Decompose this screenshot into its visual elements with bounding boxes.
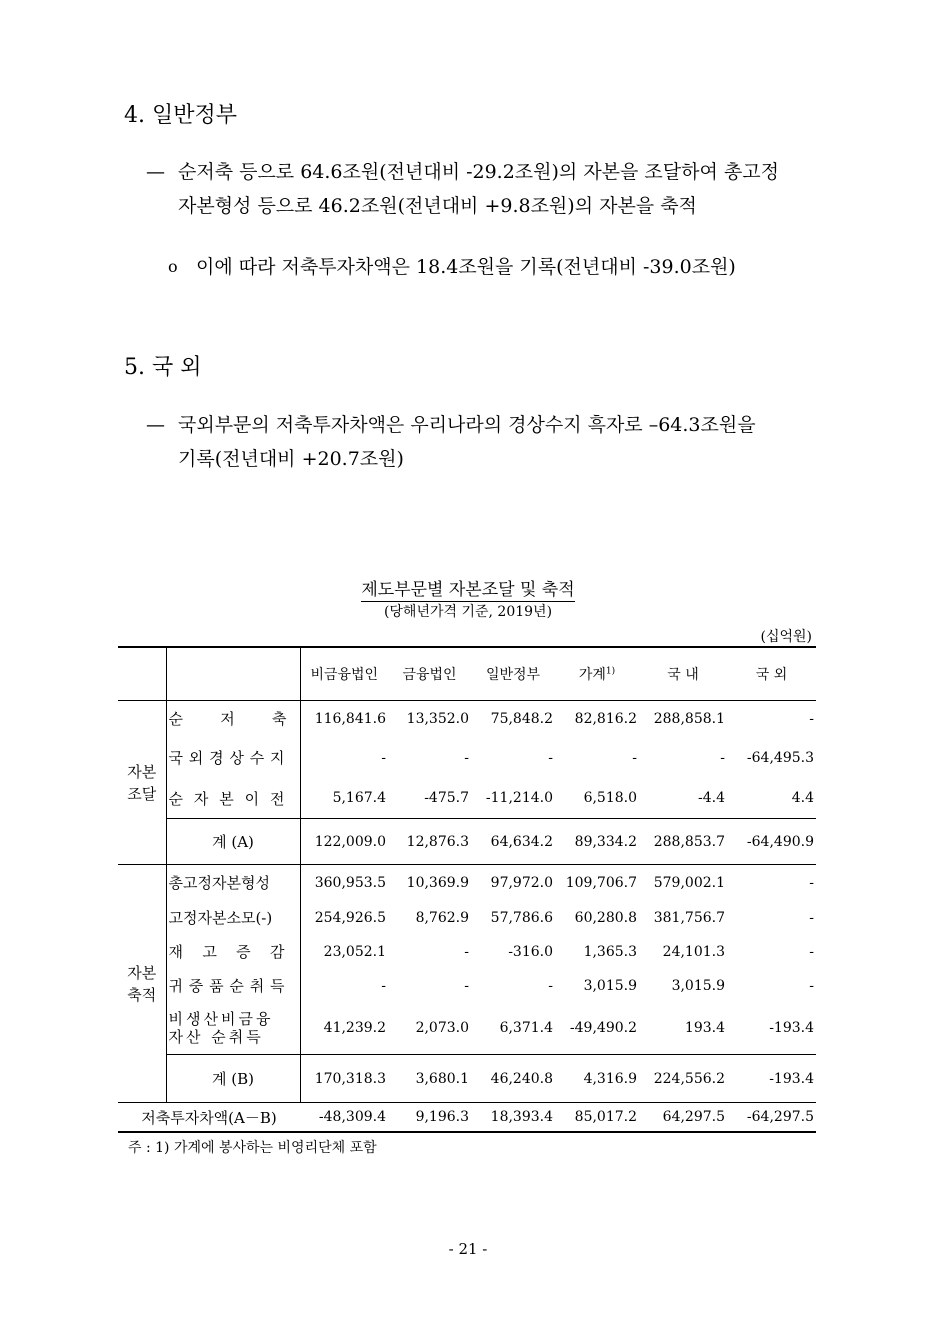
- table-cell: -: [464, 977, 469, 994]
- table-cell: 3,015.9: [671, 977, 725, 994]
- table-row: [118, 969, 816, 1003]
- row-label: 총고정자본형성: [166, 865, 300, 901]
- table-cell: -: [548, 977, 553, 994]
- table-cell: 97,972.0: [490, 874, 553, 891]
- table-row: [118, 935, 816, 969]
- paragraph-text: [178, 155, 868, 223]
- table-cell: 4.4: [791, 790, 814, 807]
- table-cell: 4,316.9: [555, 1055, 639, 1103]
- table-row-sum-b: [118, 1055, 816, 1103]
- table-cell: -64,297.5: [727, 1103, 816, 1133]
- paragraph-line: 순저축 등으로 64.6조원(전년대비 -29.2조원)의 자본을 조달하여 총고정: [178, 161, 779, 183]
- bullet-mark: o: [168, 257, 178, 276]
- table-cell: -: [300, 737, 388, 779]
- row-label: 재 고 증 감: [166, 935, 300, 969]
- table-cell: 64,634.2: [471, 819, 555, 865]
- table-cell: -: [464, 749, 469, 766]
- table-title: 제도부문별 자본조달 및 축적: [361, 580, 575, 600]
- table-cell: -193.4: [769, 1020, 814, 1037]
- table-cell: 116,841.6: [300, 701, 388, 737]
- header-cell: 국 내: [639, 647, 727, 701]
- table-cell: 288,858.1: [653, 710, 725, 727]
- table-cell: 193.4: [684, 1020, 725, 1037]
- row-label: 비생산비금융 자산 순취득: [166, 1003, 300, 1055]
- table-cell: 2,073.0: [415, 1020, 469, 1037]
- table-cell: 170,318.3: [300, 1055, 388, 1103]
- table-cell: -11,214.0: [485, 790, 553, 807]
- row-label: 귀 중 품 순 취 득: [166, 969, 300, 1003]
- group-label-funding: 자본 조달: [127, 762, 157, 803]
- table-unit: (십억원): [760, 629, 812, 645]
- table-header-row: [118, 647, 816, 701]
- table-subtitle: (당해년가격 기준, 2019년): [383, 604, 553, 620]
- table-cell: 85,017.2: [555, 1103, 639, 1133]
- table-cell: 6,518.0: [583, 790, 637, 807]
- table-cell: -316.0: [508, 943, 553, 960]
- table-cell: 109,706.7: [565, 874, 637, 891]
- table-cell: 24,101.3: [662, 943, 725, 960]
- group-label-accumulation: 자본 축적: [118, 865, 166, 1103]
- table-cell: -: [809, 909, 814, 926]
- table-cell: 122,009.0: [300, 819, 388, 865]
- header-empty: [118, 647, 166, 701]
- table-cell: 60,280.8: [574, 909, 637, 926]
- table-cell: -: [720, 749, 725, 766]
- row-label: 국 외 경 상 수 지: [166, 737, 300, 779]
- table-cell: 57,786.6: [490, 909, 553, 926]
- section-4-heading: 4. 일반정부: [124, 103, 237, 128]
- table-cell: 381,756.7: [653, 909, 725, 926]
- table-cell: -193.4: [727, 1055, 816, 1103]
- table-cell: 360,953.5: [300, 865, 388, 901]
- table-row: [118, 1003, 816, 1055]
- table-cell: -: [464, 943, 469, 960]
- header-empty: [166, 647, 300, 701]
- table-row: [118, 701, 816, 737]
- table-cell: 46,240.8: [471, 1055, 555, 1103]
- section-4-bullet: [0, 250, 936, 284]
- table-cell: -64,495.3: [746, 749, 814, 766]
- table-row: [118, 737, 816, 779]
- bullet-text: 이에 따라 저축투자차액은 18.4조원을 기록(전년대비 -39.0조원): [196, 256, 736, 278]
- row-label: 순 자 본 이 전: [166, 779, 300, 819]
- table-cell: -4.4: [698, 790, 725, 807]
- header-cell: 금융법인: [388, 647, 471, 701]
- table-cell: 224,556.2: [639, 1055, 727, 1103]
- table-cell: 89,334.2: [555, 819, 639, 865]
- table-cell: 579,002.1: [653, 874, 725, 891]
- table-row-sum-a: [118, 819, 816, 865]
- table-cell: 12,876.3: [388, 819, 471, 865]
- table-cell: -48,309.4: [300, 1103, 388, 1133]
- table-row: [118, 901, 816, 935]
- table-row: [118, 779, 816, 819]
- table-cell: 64,297.5: [639, 1103, 727, 1133]
- table-footnote: 주 : 1) 가계에 봉사하는 비영리단체 포함: [128, 1140, 377, 1156]
- table-cell: -475.7: [424, 790, 469, 807]
- table-cell: 82,816.2: [574, 710, 637, 727]
- table-cell: -: [632, 749, 637, 766]
- section-4-paragraph: [0, 155, 936, 225]
- table-cell: -49,490.2: [569, 1020, 637, 1037]
- footnote-mark: 1): [605, 666, 616, 677]
- header-cell: 비금융법인: [300, 647, 388, 701]
- table-cell: 288,853.7: [639, 819, 727, 865]
- table-cell: 5,167.4: [300, 779, 388, 819]
- page-number: - 21 -: [448, 1240, 488, 1258]
- header-cell: 국 외: [727, 647, 816, 701]
- row-label: 계 (A): [166, 819, 300, 865]
- row-label: 고정자본소모(-): [166, 901, 300, 935]
- table-cell: 8,762.9: [415, 909, 469, 926]
- header-cell: 일반정부: [471, 647, 555, 701]
- table-cell: 3,680.1: [388, 1055, 471, 1103]
- table-cell: 9,196.3: [388, 1103, 471, 1133]
- table-cell: 254,926.5: [300, 901, 388, 935]
- table-cell: 75,848.2: [490, 710, 553, 727]
- table-cell: 3,015.9: [583, 977, 637, 994]
- table-cell: 10,369.9: [406, 874, 469, 891]
- paragraph-line: 자본형성 등으로 46.2조원(전년대비 +9.8조원)의 자본을 축적: [178, 195, 697, 217]
- table-cell: 1,365.3: [583, 943, 637, 960]
- header-cell: 가계$^{1)}$: [555, 647, 639, 701]
- table-row: [118, 865, 816, 901]
- paragraph-text: [178, 408, 868, 476]
- table-cell: -: [809, 710, 814, 727]
- table-cell: -: [300, 969, 388, 1003]
- section-5-paragraph: [0, 408, 936, 478]
- table-cell: -: [809, 874, 814, 891]
- dash-mark: —: [146, 414, 165, 436]
- table-cell: 13,352.0: [406, 710, 469, 727]
- table-cell: 18,393.4: [471, 1103, 555, 1133]
- capital-table: [118, 646, 816, 1133]
- section-5-heading: 5. 국 외: [124, 355, 202, 380]
- table-cell: 23,052.1: [300, 935, 388, 969]
- dash-mark: —: [146, 161, 165, 183]
- paragraph-line: 기록(전년대비 +20.7조원): [178, 448, 404, 470]
- table-cell: 41,239.2: [300, 1003, 388, 1055]
- row-label: 저축투자차액(A－B): [118, 1103, 300, 1133]
- row-label: 순 저 축: [166, 701, 300, 737]
- row-label: 계 (B): [166, 1055, 300, 1103]
- paragraph-line: 국외부문의 저축투자차액은 우리나라의 경상수지 흑자로 –64.3조원을: [178, 414, 756, 436]
- table-cell: -: [809, 943, 814, 960]
- table-row-total: [118, 1103, 816, 1133]
- table-cell: -: [809, 977, 814, 994]
- table-cell: -: [548, 749, 553, 766]
- table-cell: -64,490.9: [727, 819, 816, 865]
- table-cell: 6,371.4: [499, 1020, 553, 1037]
